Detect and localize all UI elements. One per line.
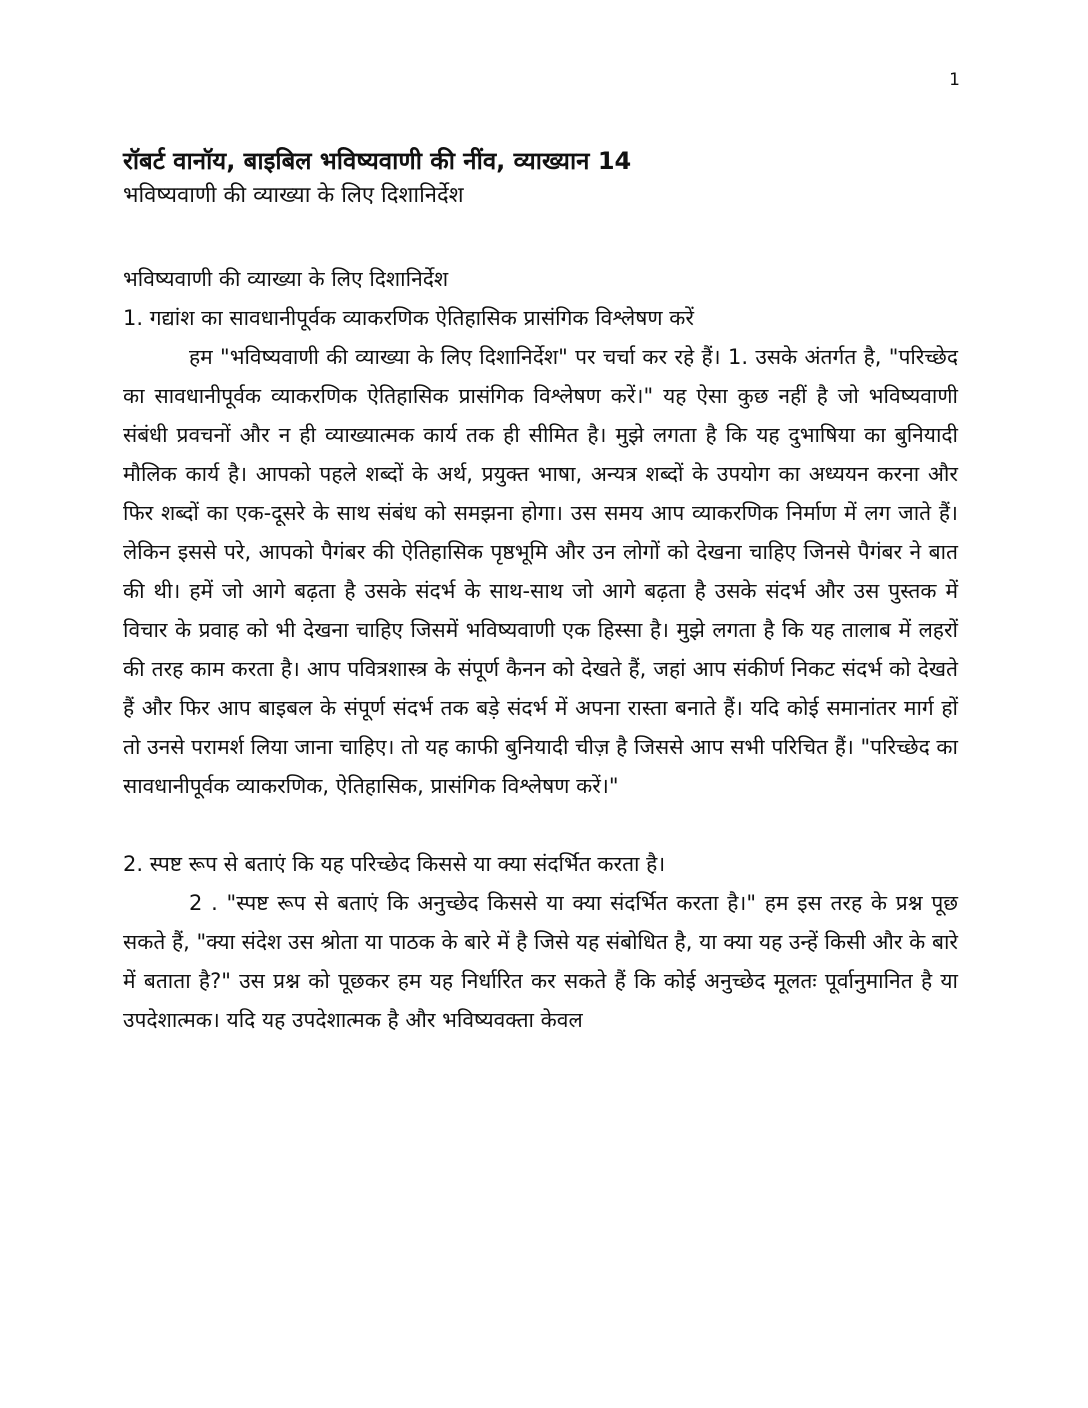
page-number: 1: [949, 70, 960, 90]
document-title: रॉबर्ट वानॉय, बाइबिल भविष्यवाणी की नींव, व्याख्यान 14: [123, 147, 632, 176]
point-1-heading: 1. गद्यांश का सावधानीपूर्वक व्याकरणिक ऐतिहासिक प्रासंगिक विश्लेषण करें: [123, 306, 694, 330]
point-2-paragraph: 2 . "स्पष्ट रूप से बताएं कि अनुच्छेद किससे या क्या संदर्भित करता है।" हम इस तरह के प्रश्न पूछ सकते हैं, "क्या संदेश उस श्रोता या पाठक के बारे में है जिसे यह संबोधित है, या क्या यह उन्हें किसी और के बारे में बताता है?" उस प्रश्न को पूछकर हम यह निर्धारित कर सकते हैं कि कोई अनुच्छेद मूलतः पूर्वानुमानित है या उपदेशात्मक। यदि यह उपदेशात्मक है और भविष्यवक्ता केवल: [123, 891, 958, 1032]
document-body: [123, 260, 958, 1040]
section-spacer: [123, 806, 958, 845]
point-2-heading: 2. स्पष्ट रूप से बताएं कि यह परिच्छेद किससे या क्या संदर्भित करता है।: [123, 852, 666, 876]
point-1-paragraph: हम "भविष्यवाणी की व्याख्या के लिए दिशानिर्देश" पर चर्चा कर रहे हैं। 1. उसके अंतर्गत है, "परिच्छेद का सावधानीपूर्वक व्याकरणिक ऐतिहासिक प्रासंगिक विश्लेषण करें।" यह ऐसा कुछ नहीं है जो भविष्यवाणी संबंधी प्रवचनों और न ही व्याख्यात्मक कार्य तक ही सीमित है। मुझे लगता है कि यह दुभाषिया का बुनियादी मौलिक कार्य है। आपको पहले शब्दों के अर्थ, प्रयुक्त भाषा, अन्यत्र शब्दों के उपयोग का अध्ययन करना और फिर शब्दों का एक-दूसरे के साथ संबंध को समझना होगा। उस समय आप व्याकरणिक निर्माण में लग जाते हैं। लेकिन इससे परे, आपको पैगंबर की ऐतिहासिक पृष्ठभूमि और उन लोगों को देखना चाहिए जिनसे पैगंबर ने बात की थी। हमें जो आगे बढ़ता है उसके संदर्भ के साथ-साथ जो आगे बढ़ता है उसके संदर्भ और उस पुस्तक में विचार के प्रवाह को भी देखना चाहिए जिसमें भविष्यवाणी एक हिस्सा है। मुझे लगता है कि यह तालाब में लहरों की तरह काम करता है। आप पवित्रशास्त्र के संपूर्ण कैनन को देखते हैं, जहां आप संकीर्ण निकट संदर्भ को देखते हैं और फिर आप बाइबल के संपूर्ण संदर्भ तक बड़े संदर्भ में अपना रास्ता बनाते हैं। यदि कोई समानांतर मार्ग हों तो उनसे परामर्श लिया जाना चाहिए। तो यह काफी बुनियादी चीज़ है जिससे आप सभी परिचित हैं। "परिच्छेद का सावधानीपूर्वक व्याकरणिक, ऐतिहासिक, प्रासंगिक विश्लेषण करें।": [123, 345, 958, 798]
document-subtitle: भविष्यवाणी की व्याख्या के लिए दिशानिर्देश: [123, 183, 464, 208]
section-title: भविष्यवाणी की व्याख्या के लिए दिशानिर्देश: [123, 267, 449, 291]
